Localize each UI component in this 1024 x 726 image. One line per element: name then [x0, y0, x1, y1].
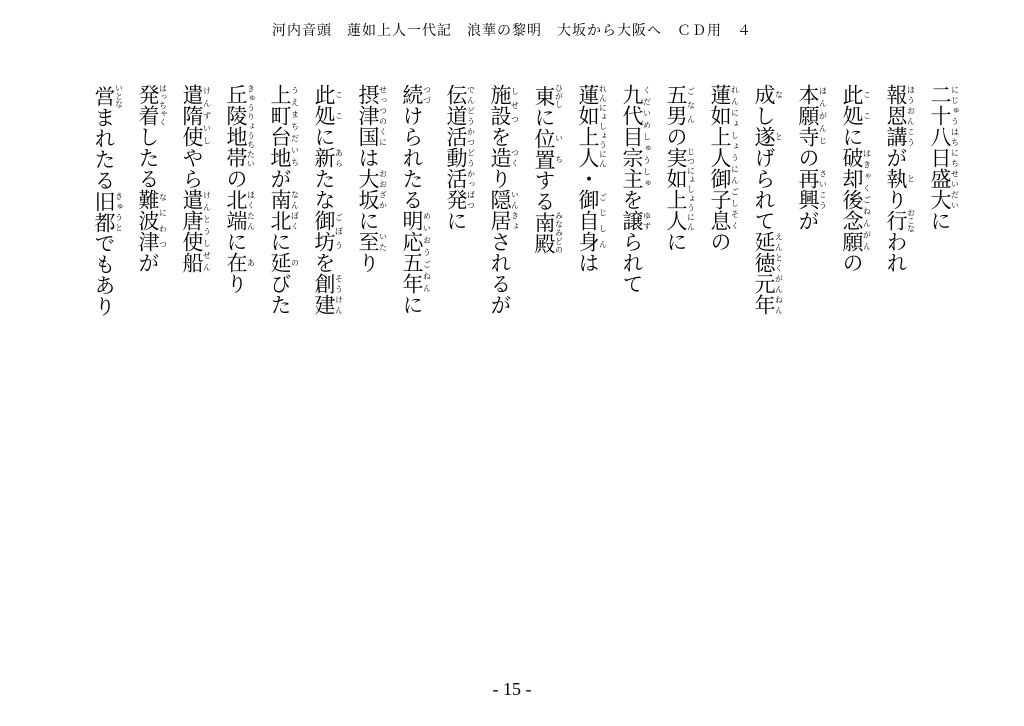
furigana-word: 続つづ: [400, 84, 432, 105]
lyric-line: 続つづけられたる明応五年めいおうごねんに: [400, 84, 432, 315]
lyric-line: 此処ここに新あらたな御坊ごぼうを創建そうけん: [312, 84, 344, 315]
furigana-word: 東ひがし: [532, 84, 564, 108]
furigana-word: 五男ごなん: [664, 84, 696, 126]
furigana-word: 延の: [268, 252, 300, 273]
furigana-word: 破却後念願はきゃくごねんがん: [840, 147, 872, 252]
furigana-word: 遂と: [752, 126, 784, 147]
furigana-word: 明応五年めいおうごねん: [400, 210, 432, 294]
furigana-word: 伝道活動活発でんどうかつどうかっぱつ: [444, 84, 476, 210]
lyric-line: 蓮如上人御子息れんにょしょうにんごしそくの: [708, 84, 740, 252]
furigana-word: 旧都きゅうと: [92, 190, 124, 233]
furigana-word: 此処ここ: [840, 84, 872, 126]
lyric-line: 丘陵地帯きゅうりょうちたいの北端ほくたんに在あり: [224, 84, 256, 294]
lyric-line: 九代目宗主くだいめしゅうしゅを譲ゆずられて: [620, 84, 652, 294]
lyric-line: 此処ここに破却後念願はきゃくごねんがんの: [840, 84, 872, 273]
furigana-word: 二十八日盛大にじゅうはちにちせいだい: [928, 84, 960, 210]
furigana-word: 大坂おおざか: [356, 168, 388, 210]
furigana-word: 造つく: [488, 147, 520, 168]
lyric-line: 施設しせつを造つくり隠居いんきょされるが: [488, 84, 520, 315]
furigana-word: 遣唐使船けんとうしせん: [180, 189, 212, 273]
furigana-word: 至いた: [356, 231, 388, 252]
furigana-word: 蓮如上人れんにょしょうにん: [576, 84, 608, 168]
furigana-word: 遣隋使けんずいし: [180, 84, 212, 147]
furigana-word: 営いとな: [92, 84, 124, 108]
furigana-word: 本願寺ほんがんじ: [796, 84, 828, 147]
furigana-word: 新あら: [312, 147, 344, 168]
furigana-word: 北端ほくたん: [224, 189, 256, 231]
lyrics-verse: [22, 84, 962, 384]
furigana-word: 南殿みなみどの: [532, 211, 564, 254]
furigana-word: 御自身ごじしん: [576, 189, 608, 252]
furigana-word: 報恩講ほうおんこう: [884, 84, 916, 147]
lyric-line: 上町台地うえまちだいちが南北なんぼくに延のびた: [268, 84, 300, 315]
furigana-word: 実如上人じつにょしょうにん: [664, 147, 696, 231]
lyric-line: 営いとなまれたる旧都きゅうとでもあり: [92, 84, 124, 317]
lyric-line: 伝道活動活発でんどうかつどうかっぱつに: [444, 84, 476, 231]
lyric-line: 発着はっちゃくしたる難波津なにわつが: [136, 84, 168, 273]
furigana-word: 行おこな: [884, 208, 916, 233]
furigana-word: 譲ゆず: [620, 210, 652, 231]
page-header: 河内音頭 蓮如上人一代記 浪華の黎明 大坂から大阪へ ＣＤ用 ４: [272, 23, 752, 39]
lyric-line: 東ひがしに位置いちする南殿みなみどの: [532, 84, 564, 254]
lyric-line: 二十八日盛大にじゅうはちにちせいだいに: [928, 84, 960, 231]
furigana-word: 位置いち: [532, 127, 564, 170]
furigana-word: 難波津なにわつ: [136, 189, 168, 252]
lyric-line: 本願寺ほんがんじの再興さいこうが: [796, 84, 828, 231]
lyric-line: 報恩講ほうおんこうが執とり行おこなわれ: [884, 84, 916, 273]
furigana-word: 再興さいこう: [796, 168, 828, 210]
furigana-word: 南北なんぼく: [268, 189, 300, 231]
furigana-word: 丘陵地帯きゅうりょうちたい: [224, 84, 256, 168]
lyric-line: 摂津国せっつのくには大坂おおざかに至いたり: [356, 84, 388, 273]
furigana-word: 此処ここ: [312, 84, 344, 126]
furigana-word: 成な: [752, 84, 784, 105]
furigana-word: 摂津国せっつのくに: [356, 84, 388, 147]
lyric-line: 成なし遂とげられて延徳元年えんとくがんねん: [752, 84, 784, 315]
furigana-word: 発着はっちゃく: [136, 84, 168, 126]
furigana-word: 上町台地うえまちだいち: [268, 84, 300, 168]
furigana-word: 御坊ごぼう: [312, 210, 344, 252]
furigana-word: 九代目宗主くだいめしゅうしゅ: [620, 84, 652, 189]
furigana-word: 在あ: [224, 252, 256, 273]
lyric-line: 五男ごなんの実如上人じつにょしょうにんに: [664, 84, 696, 252]
furigana-word: 蓮如上人御子息れんにょしょうにんごしそく: [708, 84, 740, 231]
furigana-word: 隠居いんきょ: [488, 189, 520, 231]
furigana-word: 執と: [884, 168, 916, 189]
furigana-word: 施設しせつ: [488, 84, 520, 126]
lyric-line: 遣隋使けんずいしやら遣唐使船けんとうしせん: [180, 84, 212, 273]
furigana-word: 創建そうけん: [312, 273, 344, 315]
page-number: - 15 -: [492, 679, 532, 699]
furigana-word: 延徳元年えんとくがんねん: [752, 231, 784, 315]
lyric-line: 蓮如上人れんにょしょうにん・御自身ごじしんは: [576, 84, 608, 273]
